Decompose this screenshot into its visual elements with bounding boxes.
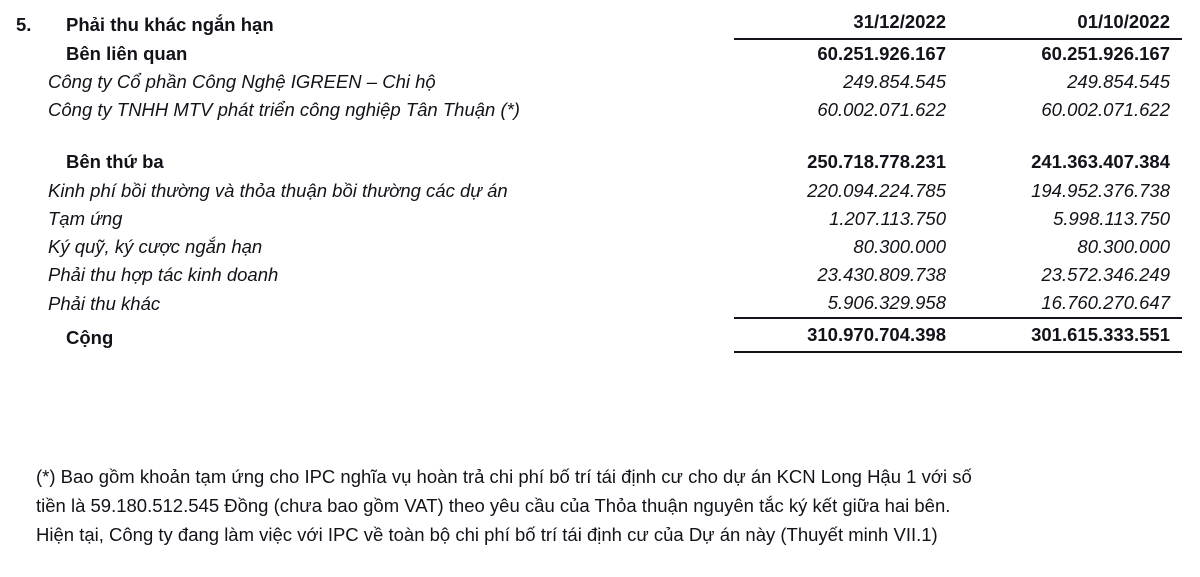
row-value-current: 60.251.926.167	[817, 43, 946, 65]
row-label: Phải thu hợp tác kinh doanh	[48, 263, 279, 285]
row-value-previous: 249.854.545	[1067, 71, 1170, 93]
row-label: Tạm ứng	[48, 207, 123, 229]
spacer-row	[14, 124, 1182, 148]
table-row	[14, 177, 1182, 205]
footnote-line-2: tiền là 59.180.512.545 Đồng (chưa bao gồm VAT) theo yêu cầu của Thỏa thuận nguyên tắc ký kết giữa hai bên.	[36, 494, 951, 516]
row-value-current: 220.094.224.785	[807, 179, 946, 201]
row-value-previous: 80.300.000	[1077, 235, 1170, 257]
table-row	[14, 39, 1182, 68]
row-value-current: 23.430.809.738	[817, 263, 946, 285]
table-row	[14, 233, 1182, 261]
column-header-current: 31/12/2022	[734, 8, 958, 39]
table-row	[14, 261, 1182, 289]
total-value-previous: 301.615.333.551	[958, 318, 1182, 352]
total-value-current: 310.970.704.398	[734, 318, 958, 352]
table-total-row	[14, 318, 1182, 352]
row-value-previous: 194.952.376.738	[1031, 179, 1170, 201]
row-value-current: 5.906.329.958	[827, 291, 946, 313]
table-row	[14, 205, 1182, 233]
table-body	[14, 8, 1182, 352]
table-row	[14, 68, 1182, 96]
row-label: Công ty Cổ phần Công Nghệ IGREEN – Chi hộ	[48, 71, 436, 93]
row-label: Kinh phí bồi thường và thỏa thuận bồi thường các dự án	[48, 179, 508, 201]
footnote-block	[36, 463, 1176, 550]
footnote-line-3: Hiện tại, Công ty đang làm việc với IPC về toàn bộ chi phí bố trí tái định cư của Dự án này (Thuyết minh VII.1)	[36, 523, 938, 545]
table-row	[14, 148, 1182, 176]
footnote-line-1: (*) Bao gồm khoản tạm ứng cho IPC nghĩa vụ hoàn trả chi phí bố trí tái định cư cho dự án KCN Long Hậu 1 với số	[36, 466, 972, 487]
row-label: Bên liên quan	[66, 43, 188, 65]
row-label: Bên thứ ba	[66, 151, 164, 173]
note-number: 5.	[16, 14, 32, 35]
row-value-previous: 16.760.270.647	[1041, 291, 1170, 313]
row-value-current: 249.854.545	[843, 71, 946, 93]
table-row	[14, 289, 1182, 318]
row-value-previous: 5.998.113.750	[1053, 207, 1170, 229]
row-value-previous: 60.251.926.167	[1041, 43, 1170, 65]
row-value-current: 80.300.000	[853, 235, 946, 257]
row-value-previous: 241.363.407.384	[1031, 151, 1170, 173]
row-label: Công ty TNHH MTV phát triển công nghiệp Tân Thuận (*)	[48, 99, 520, 121]
row-label: Ký quỹ, ký cược ngắn hạn	[48, 235, 263, 257]
table-header-row	[14, 8, 1182, 39]
table-row	[14, 96, 1182, 124]
column-header-previous: 01/10/2022	[958, 8, 1182, 39]
document-page	[0, 8, 1200, 577]
row-value-previous: 23.572.346.249	[1041, 263, 1170, 285]
row-value-previous: 60.002.071.622	[1041, 99, 1170, 121]
total-label: Cộng	[66, 327, 114, 349]
row-label: Phải thu khác	[48, 292, 161, 314]
row-value-current: 1.207.113.750	[829, 207, 946, 229]
receivables-note-table	[14, 8, 1182, 353]
note-title: Phải thu khác ngắn hạn	[66, 14, 274, 35]
row-value-current: 250.718.778.231	[807, 151, 946, 173]
row-value-current: 60.002.071.622	[817, 99, 946, 121]
